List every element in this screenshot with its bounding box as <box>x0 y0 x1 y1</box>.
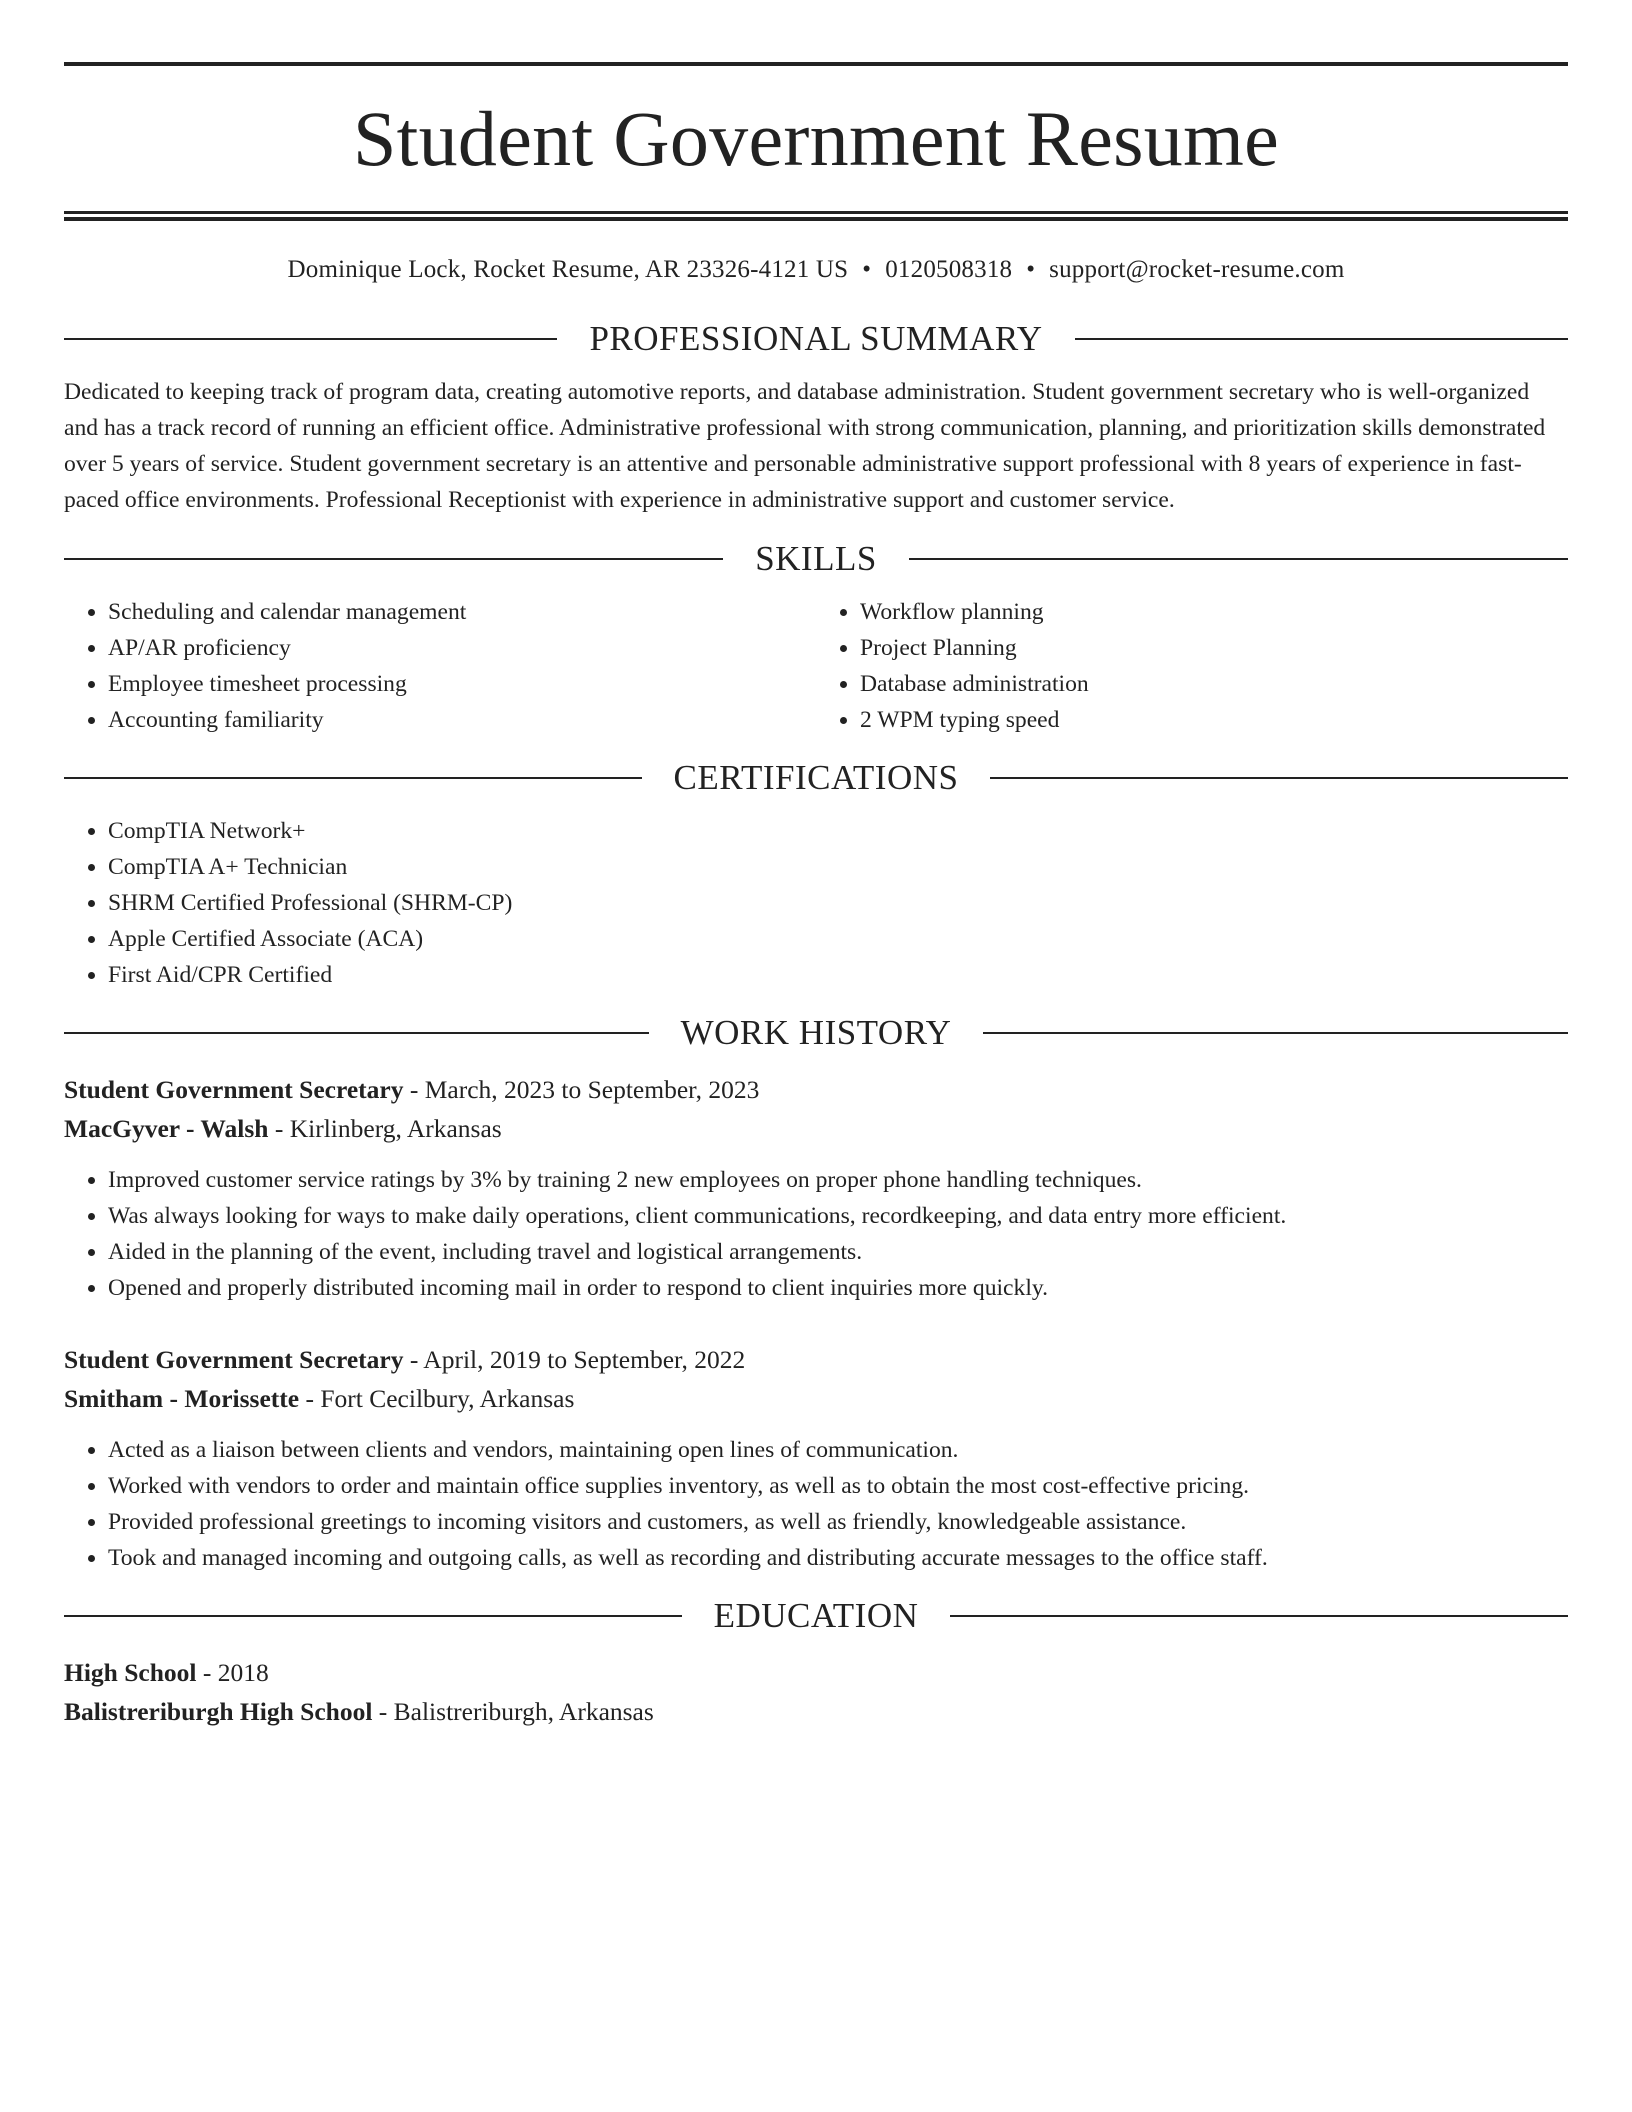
skill-item: • Workflow planning <box>860 594 1568 630</box>
work-section-header <box>64 1015 1568 1050</box>
skills-heading: SKILLS <box>755 539 877 578</box>
job-title-line <box>64 1340 1568 1379</box>
job-entry <box>64 1340 1568 1576</box>
job-bullet: • Was always looking for ways to make daily operations, client communications, recordkeeping, and data entry more efficient. <box>108 1198 1568 1234</box>
job-location: - Fort Cecilbury, Arkansas <box>299 1384 575 1413</box>
job-company-line <box>64 1109 1568 1148</box>
summary-section-header <box>64 321 1568 356</box>
skills-section-header <box>64 541 1568 576</box>
contact-separator: • <box>862 256 872 283</box>
divider-line <box>990 777 1568 779</box>
skills-column-left <box>64 594 816 738</box>
job-role: Student Government Secretary <box>64 1075 404 1104</box>
education-section-header <box>64 1598 1568 1633</box>
education-degree-line <box>64 1653 1568 1692</box>
skill-item: • Scheduling and calendar management <box>108 594 816 630</box>
education-school: Balistreriburgh High School <box>64 1697 373 1726</box>
job-dates: - April, 2019 to September, 2022 <box>403 1345 746 1374</box>
divider-line <box>983 1032 1568 1034</box>
skill-item: • AP/AR proficiency <box>108 630 816 666</box>
job-bullet: • Acted as a liaison between clients and vendors, maintaining open lines of communication. <box>108 1432 1568 1468</box>
skill-item: • 2 WPM typing speed <box>860 702 1568 738</box>
skill-item: • Employee timesheet processing <box>108 666 816 702</box>
certifications-heading: CERTIFICATIONS <box>673 758 959 797</box>
summary-heading: PROFESSIONAL SUMMARY <box>589 319 1043 358</box>
certifications-section-header <box>64 760 1568 795</box>
certifications-list <box>64 813 1568 993</box>
contact-separator: • <box>1026 256 1036 283</box>
divider-line <box>64 1032 649 1034</box>
job-bullet: • Opened and properly distributed incoming mail in order to respond to client inquiries more quickly. <box>108 1270 1568 1306</box>
job-company-line <box>64 1379 1568 1418</box>
top-rule <box>64 62 1568 66</box>
divider-line <box>950 1615 1568 1617</box>
summary-text: Dedicated to keeping track of program data, creating automotive reports, and database administration. Student government secretary who is well-organized and has a track record of running an efficient office. Administrative professional with strong communication, planning, and prioritization skills demonstrated over 5 years of service. Student government secretary is an attentive and personable administrative support professional with 8 years of experience in fast-paced office environments. Professional Receptionist with experience in administrative support and customer service. <box>64 379 1546 513</box>
job-bullets <box>64 1432 1568 1576</box>
education-entry <box>64 1653 1568 1731</box>
title-double-rule <box>64 211 1568 221</box>
job-location: - Kirlinberg, Arkansas <box>268 1114 502 1143</box>
divider-line <box>64 1615 682 1617</box>
job-bullet: • Took and managed incoming and outgoing calls, as well as recording and distributing accurate messages to the office staff. <box>108 1540 1568 1576</box>
job-title-line <box>64 1070 1568 1109</box>
job-entry <box>64 1070 1568 1306</box>
contact-phone: 0120508318 <box>885 256 1013 283</box>
skill-item: • Database administration <box>860 666 1568 702</box>
contact-line <box>64 255 1568 285</box>
contact-address: Dominique Lock, Rocket Resume, AR 23326-4121 US <box>287 256 849 283</box>
skill-item: • Project Planning <box>860 630 1568 666</box>
divider-line <box>909 558 1568 560</box>
divider-line <box>1075 338 1568 340</box>
job-bullet: • Worked with vendors to order and maintain office supplies inventory, as well as to obtain the most cost-effective pricing. <box>108 1468 1568 1504</box>
divider-line <box>64 777 642 779</box>
divider-line <box>64 338 557 340</box>
job-bullet: • Provided professional greetings to incoming visitors and customers, as well as friendly, knowledgeable assistance. <box>108 1504 1568 1540</box>
work-heading: WORK HISTORY <box>680 1013 952 1052</box>
resume-title: Student Government Resume <box>352 95 1280 182</box>
skill-item: • Accounting familiarity <box>108 702 816 738</box>
contact-email: support@rocket-resume.com <box>1049 256 1345 283</box>
certification-item: • CompTIA A+ Technician <box>108 849 1568 885</box>
job-dates: - March, 2023 to September, 2023 <box>403 1075 760 1104</box>
job-company: MacGyver - Walsh <box>64 1114 269 1143</box>
job-company: Smitham - Morissette <box>64 1384 300 1413</box>
job-bullets <box>64 1162 1568 1306</box>
certification-item: • Apple Certified Associate (ACA) <box>108 921 1568 957</box>
certification-item: • CompTIA Network+ <box>108 813 1568 849</box>
skills-list <box>64 594 1568 738</box>
education-school-line <box>64 1692 1568 1731</box>
education-heading: EDUCATION <box>713 1596 919 1635</box>
job-bullet: • Improved customer service ratings by 3% by training 2 new employees on proper phone handling techniques. <box>108 1162 1568 1198</box>
education-location: - Balistreriburgh, Arkansas <box>372 1697 654 1726</box>
education-year: - 2018 <box>196 1658 269 1687</box>
job-role: Student Government Secretary <box>64 1345 404 1374</box>
resume-page <box>64 62 1568 1731</box>
education-degree: High School <box>64 1658 197 1687</box>
divider-line <box>64 558 723 560</box>
certification-item: • First Aid/CPR Certified <box>108 957 1568 993</box>
job-bullet: • Aided in the planning of the event, including travel and logistical arrangements. <box>108 1234 1568 1270</box>
certification-item: • SHRM Certified Professional (SHRM-CP) <box>108 885 1568 921</box>
skills-column-right <box>816 594 1568 738</box>
